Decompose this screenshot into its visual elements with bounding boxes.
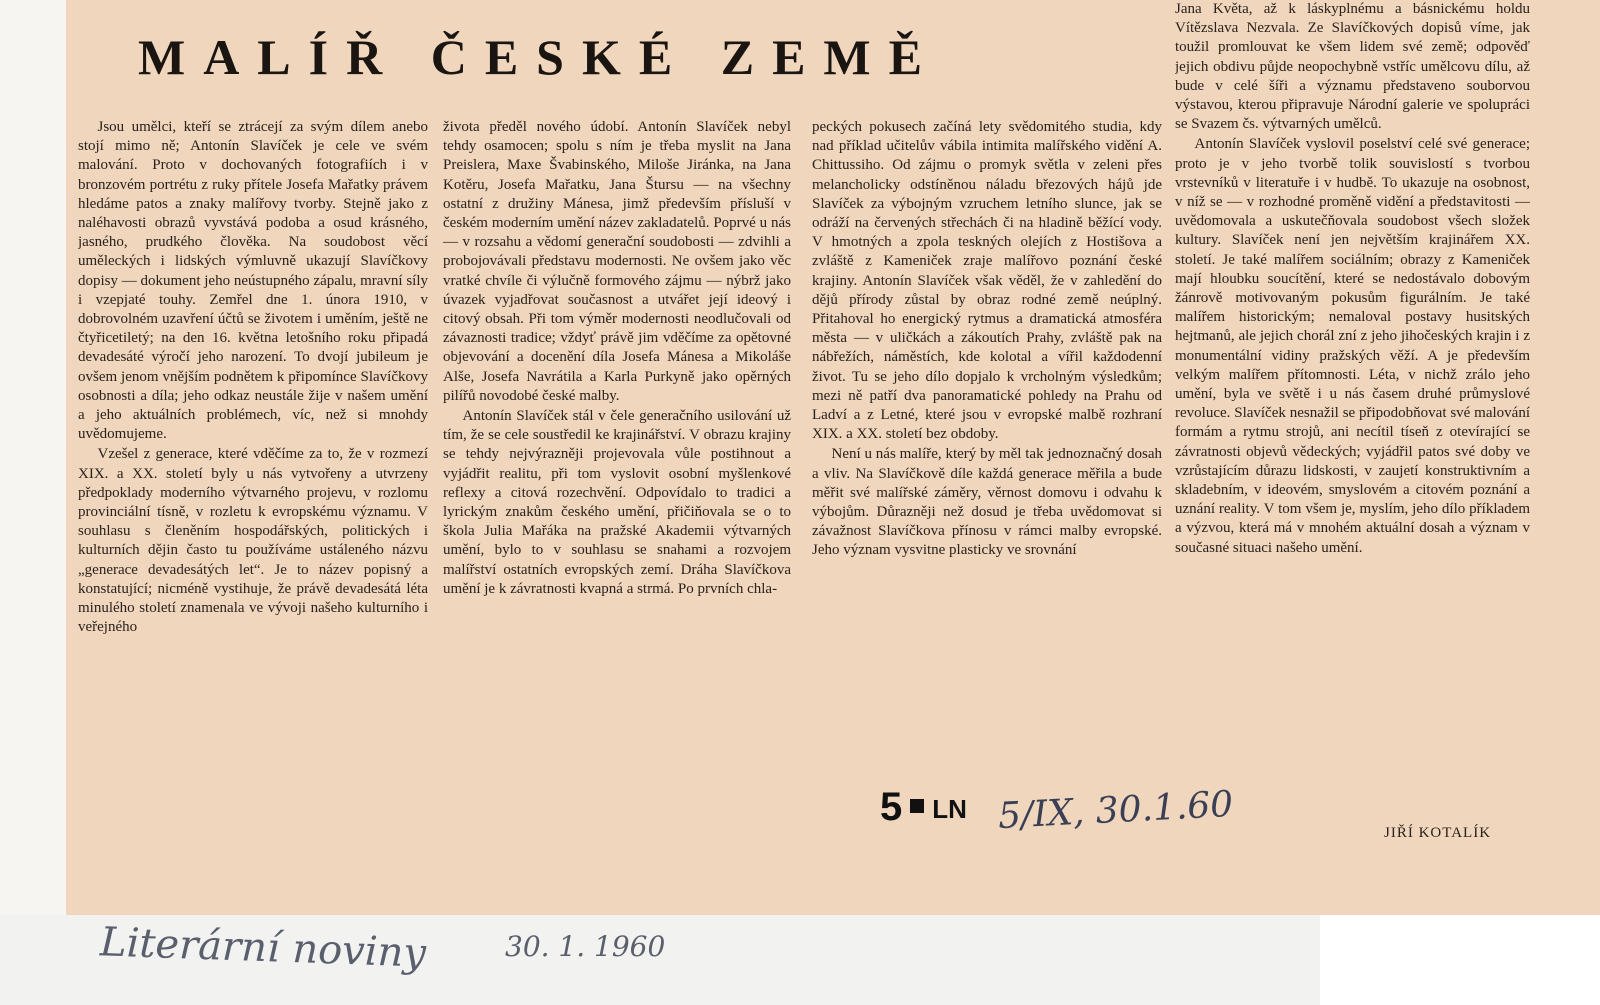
paragraph: Jsou umělci, kteří se ztrácejí za svým dílem anebo stojí mimo ně; Antonín Slavíček je cele ve svém malování. Proto v dochovaných fotografiích i v bronzovém portrétu z ruky přítele Josefa Mařatky právem hledáme patos a znaky malířovy tvorby. Stejně jako z naléhavosti obrazů vyvstává podoba a osud krásného, jasného, prudkého člověka. Na soudobost věcí uměleckých i lidských výmluvně ukazují Slavíčkovy dopisy — dokument jeho neústupného zápalu, mravní síly i vzepjaté touhy. Zemřel dne 1. února 1910, v dobrovolném uzavření účtů se životem i uměním, ještě ne čtyřicetiletý; na den 16. května letošního roku připadá devadesáté výročí jeho narození. To dvojí jubileum je ovšem jenom vnějším podnětem k připomínce Slavíčkovy osobnosti a díla; jeho odkaz neustále žije v našem umění a jeho aktuálních problémech, víc, než si mnohdy uvědomujeme. — [78, 119, 428, 443]
issue-mark — [880, 785, 967, 830]
paragraph: peckých pokusech začíná lety svědomitého studia, kdy nad příklad učitelův vábila intimita malířského vidění A. Chittussiho. Od zájmu o promyk světla v zeleni přes melancholicky odstíněnou náladu březových hájů jde Slavíček za výbojným vzruchem letního slunce, jak se odráží na červených střechách či na hladině běžící vody. V hmotných a zpola teskných olejích z Hostišova a zvláště z Kameniček zraje malířovo poznání české krajiny. Antonín Slavíček však věděl, že v zahledění do dějů přírody zůstal by obraz rodné země neúplný. Přitahoval ho energický rytmus a dramatická atmosféra města — v uličkách a zákoutích Prahy, zvláště pak na nábřežích, náměstích, kde kolotal a vířil každodenní život. Tu se jeho dílo dopjalo k vrcholným výsledkům; mezi ně patří dva panoramatické pohledy na Prahu od Ladví a z Letné, které jsou v evropské malbě rozhraní XIX. a XX. století bez obdoby. — [812, 119, 1162, 443]
article-column-4 — [1175, 0, 1530, 850]
square-bullet-icon — [910, 799, 924, 813]
handwritten-publication: Literární noviny — [99, 919, 427, 977]
article-author: JIŘÍ KOTALÍK — [1384, 825, 1492, 841]
paper-abbreviation: LN — [932, 793, 967, 824]
paragraph: Není u nás malíře, který by měl tak jednoznačný dosah a vliv. Na Slavíčkově díle každá generace měřila a bude měřit své malířské záměry, věrnost domovu i odvahu k výbojům. Důrazněji než dosud je třeba uvědomovat si závažnost Slavíčkova přínosu v rámci malby evropské. Jeho význam vysvitne plasticky ve srovnání — [812, 446, 1162, 559]
article-column-1 — [78, 118, 428, 858]
handwritten-date: 30. 1. 1960 — [505, 930, 666, 963]
paragraph: života předěl nového údobí. Antonín Slavíček nebyl tehdy osamocen; spolu s ním je třeba myslit na Jana Preislera, Maxe Švabinského, Miloše Jiránka, na Jana Kotěru, Josefa Mařatku, Jana Štursu — na všechny ostatní z družiny Mánesa, jimž především přísluší v českém moderním umění název zakladatelů. Poprvé u nás — v rozsahu a vědomí generační soudobosti — zdvihli a probojovávali představu modernosti. Ne ovšem jako věc vratké chvíle či výlučně formového zájmu — nýbrž jako úvazek vyjadřovat současnost a utvářet její ideový i citový obsah. Při tom výměr modernosti neodlučovali od závaznosti tradice; vždyť právě jim vděčíme za opětovné objevování a docenění díla Josefa Mánesa a Mikoláše Alše, Josefa Navrátila a Karla Purkyně jako opěrných pilířů novodobé české malby. — [443, 119, 791, 404]
issue-number: 5 — [880, 785, 903, 829]
paragraph: Vzešel z generace, které vděčíme za to, že v rozmezí XIX. a XX. století byly u nás vytvořeny a utvrzeny předpoklady moderního výtvarného projevu, v rozlomu provinciální tísně, v rozletu k evropskému významu. V souhlasu s členěním hospodářských, politických i kulturních dějin často tu používáme ustáleného názvu „generace devadesátých let“. Je to název popisný a konstatující; nicméně vystihuje, že právě devadesátá léta minulého století znamenala ve vývoji našeho kulturního i veřejného — [78, 446, 428, 636]
handwritten-reference: 5/IX, 30.1.60 — [997, 783, 1235, 838]
article-column-2 — [443, 118, 791, 858]
paragraph: Antonín Slavíček vyslovil poselství celé své generace; proto je v jeho tvorbě tolik souvislostí s tvorbou vrstevníků v literatuře i v hudbě. To ukazuje na osobnost, v níž se — v rozhodné proměně vidění a představitosti — uvědomovala a uskutečňovala soudobost všech složek kultury. Slavíček není jen největším krajinářem XX. století. Je také malířem sociálním; obrazy z Kameniček mají hloubku soucítění, které se nedostávalo dobovým žánrově motivovaným pokusům figurálním. Je také malířem historickým; nemaloval postavy husitských hejtmanů, ale jejich chorál zní z jeho jihočeských krajin i z monumentální vidiny pražských věží. A je především velkým malířem přítomnosti. Léta, v nichž zrálo jeho umění, byla ve světě i u nás časem druhé průmyslové revoluce. Slavíček nesnažil se připodobňovat své malování formám a rytmu strojů, ani necítil tíseň z otevírající se závratnosti objevů vědeckých; vyjádřil patos své doby ve vzrůstajícím důrazu lidskosti, v zaujetí konstruktivním a skladebním, v ideovém, smyslovém a citovém poznání a uznání reality. V tom všem je, myslím, jeho dílo příkladem a výzvou, která má v mnohém aktuální dosah a význam v současné situaci našeho umění. — [1175, 136, 1530, 556]
page-margin — [0, 0, 66, 915]
paragraph: Jana Květa, až k láskyplnému a básnickému holdu Vítězslava Nezvala. Ze Slavíčkových dopisů víme, jak toužil promlouvat ke všem lidem své země; odpověď jejich obdivu půjde neopochybně vstříc umělcovu dílu, až bude v celé šíři a významu představeno souborvou výstavou, kterou připravuje Národní galerie ve spolupráci se Svazem čs. výtvarných umělců. — [1175, 1, 1530, 133]
article-column-3 — [812, 118, 1162, 768]
article-headline: MALÍŘ ČESKÉ ZEMĚ — [138, 29, 940, 85]
paragraph: Antonín Slavíček stál v čele generačního usilování už tím, že se cele soustředil ke krajinářství. V obrazu krajiny se tehdy nejvýrazněji projevovala vůle postihnout a vyjádřit realitu, při tom vyslovit osobní myšlenkové reflexy a citová rozechvění. Odpovídalo to tradici a lyrickým znakům českého umění, přičiňovala se o to škola Julia Mařáka na pražské Akademii výtvarných umění, bylo to v souhlasu se snahami a rozvojem malířství ostatních evropských zemí. Dráha Slavíčkova umění je k závratnosti kvapná a strmá. Po prvních chla- — [443, 408, 791, 597]
